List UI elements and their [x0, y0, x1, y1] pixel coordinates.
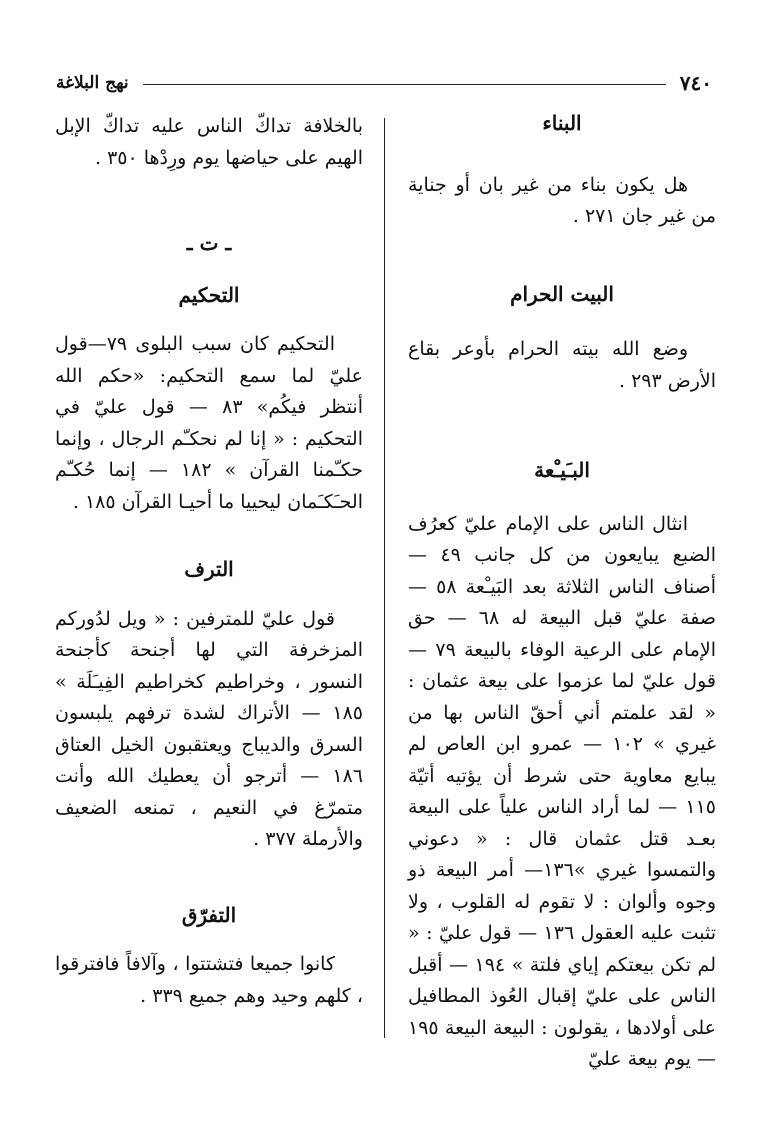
- column-divider: [384, 118, 385, 1038]
- page-number: ٧٤٠: [679, 71, 712, 95]
- section-title-binaa: البناء: [542, 111, 582, 135]
- letter-heading: ـ ت ـ: [186, 231, 232, 255]
- section-title-taraf: الترف: [184, 557, 234, 581]
- section-title-tafarruq: التفرّق: [181, 902, 237, 927]
- section-text-bayah: انثال الناس على الإمام عليّ كعرُف الضبع يبايعون من كل جانب ٤٩ — أصناف الناس الثلاثة بعد البَيـْعة ٥٨ — صفة عليّ قبل البيعة له ٦٨ — حق الإمام على الرعية الوفاء بالبيعة ٧٩ — قول عليّ لما عزموا على بيعة عثمان : « لقد علمتم أني أحقّ الناس بها من غيري » ١٠٢ — عمرو ابن العاص لم يبايع معاوية حتى شرط أن يؤتيه أتيّة ١١٥ — لما أراد الناس علياً على البيعة بعـد قتل عثمان قال : « دعوني والتمسوا غيري »١٣٦— أمر البيعة ذو وجوه وألوان : لا تقوم له القلوب ، ولا تثبت عليه العقول ١٣٦ — قول عليّ : « لم تكن بيعتكم إياي فلتة » ١٩٤ — أقبل الناس على عليّ إقبال العُوذ المطافيل على أولادها ، يقولون : البيعة البيعة ١٩٥ — يوم بيعة عليّ: [408, 512, 717, 1070]
- section-title-bayah: البـَيـْعة: [534, 458, 590, 482]
- section-text-binaa: هل يكون بناء من غير بان أو جناية من غير جان ٢٧١ .: [408, 173, 716, 227]
- section-title-tahkim: التحكيم: [178, 282, 240, 307]
- section-text-tafarruq: كانوا جميعا فتشتتوا ، وآلافاً فافترقوا ، كلهم وحيد وهم جميع ٣٣٩ .: [55, 953, 363, 1007]
- continued-text: بالخلافة تداكّ الناس عليه تداكّ الإبل الهيم على حياضها يوم ورِدْها ٣٥٠ .: [55, 115, 363, 169]
- section-text-taraf: قول عليّ للمترفين : « ويل لدُوركم المزخرفة التي لها أجنحة كأجنحة النسور ، وخراطيم كخراطيم الفِيـَلَة » ١٨٥ — الأتراك لشدة ترفهم يلبسون السرق والديباج ويعتقبون الخيل العتاق ١٨٦ — أترجو أن يعطيك الله وأنت متمرّغ في النعيم ، تمنعه الضعيف والأرملة ٣٧٧ .: [55, 607, 363, 850]
- running-title: نهج البلاغة: [56, 73, 129, 93]
- page-header: [56, 68, 712, 98]
- header-rule: [143, 84, 666, 85]
- left-column: [55, 108, 363, 1012]
- section-text-bayt-haram: وضع الله بيته الحرام بأوعر بقاع الأرض ٢٩٣ .: [408, 338, 716, 392]
- right-column: [408, 108, 716, 1076]
- section-text-tahkim: التحكيم كان سبب البلوى ٧٩—قول عليّ لما سمع التحكيم: «حكم الله أنتظر فيكُم» ٨٣ — قول عليّ في التحكيم : « إنا لم نحكـّم الرجال ، وإنما حكـّمنا القرآن » ١٨٢ — إنما حُكـّم الحـَكـَمان ليحييا ما أحيـا القرآن ١٨٥ .: [55, 333, 363, 513]
- section-title-bayt-haram: البيت الحرام: [510, 281, 614, 306]
